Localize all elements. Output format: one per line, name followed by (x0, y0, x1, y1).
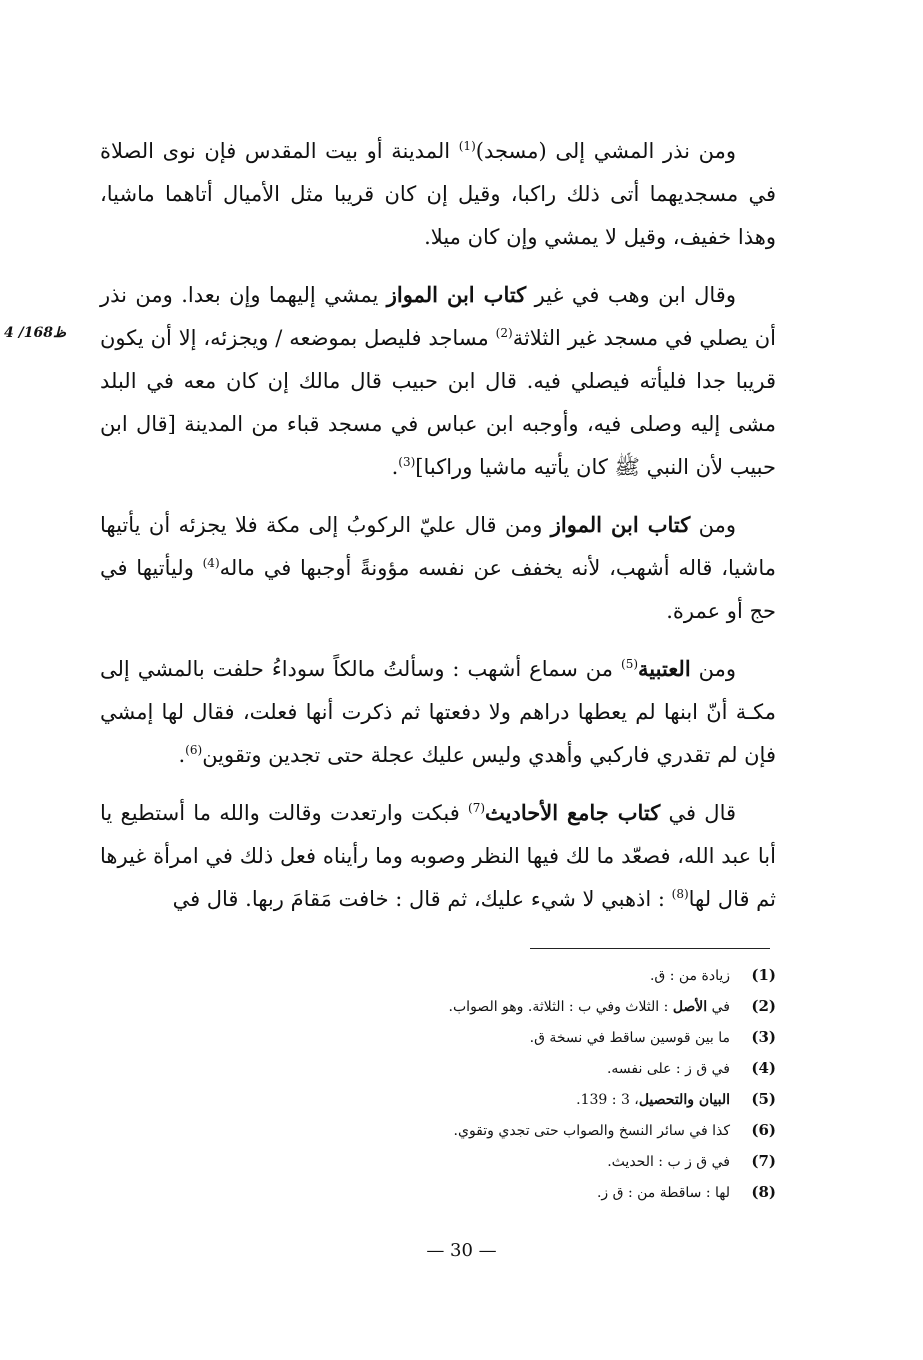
footnote-item (200, 960, 776, 991)
footnote-ref: (3) (398, 455, 416, 469)
footnote-item (200, 1146, 776, 1177)
text-run: من سماع أشهب : وسألتُ مالكاً سوداءُ حلفت بالمشي إلى مكـة أنّ ابنها لم يعطها دراهم ولا دفعتها ثم ذكرت أنها فعلت، فقال لها إمشي فإن لم تقدري فاركبي وأهدي وليس عليك عجلة حتى تجدين وتقوين (100, 657, 776, 767)
footnote-number: (4) (751, 1059, 776, 1077)
footnote-text (200, 961, 730, 991)
footnote-ref: (4) (202, 556, 220, 570)
paragraph (100, 503, 776, 633)
text-run: ومن نذر المشي إلى (مسجد) (475, 139, 736, 163)
bold-title: كتاب ابن المواز (550, 512, 691, 537)
footnote-item (200, 1115, 776, 1146)
text-run: ما بين قوسين ساقط في نسخة ق. (529, 1030, 730, 1046)
footnote-text (200, 1054, 730, 1084)
footnote-ref: (5) (621, 657, 639, 671)
footnote-text (200, 1023, 730, 1053)
paragraph (100, 130, 776, 259)
footnote-text (200, 1085, 730, 1115)
footnote-item (200, 1022, 776, 1053)
text-run: في (707, 999, 730, 1015)
text-run: ومن (690, 657, 736, 681)
text-run: وقال ابن وهب في غير (526, 283, 736, 307)
footnote-text (200, 1116, 730, 1146)
footnote-item (200, 991, 776, 1022)
bold-title: كتاب ابن المواز (386, 282, 527, 307)
footnote-number: (3) (751, 1028, 776, 1046)
bold-title: الأصل (672, 999, 708, 1015)
text-run: في ق ز : على نفسه. (606, 1061, 730, 1077)
text-run: ومن قال عليّ الركوبُ إلى مكة فلا يجزئه أن يأتيها ماشيا، قاله أشهب، لأنه يخفف عن نفسه مؤونةً أوجبها في ماله (100, 513, 776, 580)
footnote-ref: (7) (468, 801, 486, 815)
text-run: المدينة أو بيت المقدس فإن نوى الصلاة في مسجديهما أتى ذلك راكبا، وقيل إن كان قريبا مثل الأميال أتاهما ماشيا، وهذا خفيف، وقيل لا يمشي وإن كان ميلا. (100, 139, 776, 249)
text-run: : الثلاث وفي ب : الثلاثة. وهو الصواب. (448, 999, 673, 1015)
footnote-text (200, 1147, 730, 1177)
footnote-ref: (6) (185, 743, 203, 757)
footnote-ref: (2) (495, 326, 513, 340)
text-run: . (391, 455, 399, 479)
text-run: مساجد فليصل بموضعه / ويجزئه، إلا أن يكون قريبا جدا فليأته فيصلي فيه. قال ابن حبيب قال مالك إن كان معه في البلد مشى إليه وصلى فيه، وأوجبه ابن عباس في مسجد قباء من المدينة [قال ابن حبيب لأن النبي ﷺ كان يأتيه ماشيا وراكبا] (100, 326, 776, 479)
footnote-text (200, 1178, 730, 1208)
footnote-number: (1) (751, 966, 776, 984)
footnote-item (200, 1084, 776, 1115)
text-run: ومن (690, 513, 736, 537)
text-run: زيادة من : ق. (649, 968, 730, 984)
footnote-item (200, 1177, 776, 1208)
paragraph (100, 273, 776, 489)
text-run: . (178, 743, 186, 767)
footnote-number: (8) (751, 1183, 776, 1201)
footnote-number: (6) (751, 1121, 776, 1139)
paragraph (100, 791, 776, 921)
footnote-text (200, 992, 730, 1022)
text-run: يمشي إليهما وإن بعدا. ومن نذر أن يصلي في مسجد غير الثلاثة (100, 283, 776, 350)
footnote-item (200, 1053, 776, 1084)
bold-title: العتبية (638, 656, 691, 681)
footnote-number: (2) (751, 997, 776, 1015)
paragraph (100, 647, 776, 777)
footnote-ref: (1) (458, 139, 476, 153)
text-run: فبكت وارتعدت وقالت والله ما أستطيع يا أبا عبد الله، فصعّد ما لك فيها النظر وصوبه وما رأيناه فعل ذلك في امرأة غيرها ثم قال لها (100, 801, 776, 911)
footnote-number: (5) (751, 1090, 776, 1108)
main-text (100, 130, 776, 935)
footnote-number: (7) (751, 1152, 776, 1170)
text-run: في ق ز ب : الحديث. (607, 1154, 730, 1170)
text-run: قال في (660, 801, 737, 825)
page-number: — 30 — (426, 1240, 497, 1261)
text-run: لها : ساقطة من : ق ز. (596, 1185, 730, 1201)
footnotes (200, 960, 776, 1208)
text-run: : اذهبي لا شيء عليك، ثم قال : خافت مَقامَ ربها. قال في (172, 887, 672, 911)
bold-title: البيان والتحصيل (638, 1092, 730, 1108)
text-run: كذا في سائر النسخ والصواب حتى تجدي وتقوي. (453, 1123, 730, 1139)
text-run: وليأتيها في حج أو عمرة. (100, 556, 776, 623)
bold-title: كتاب جامع الأحاديث (485, 800, 661, 825)
manuscript-folio-note: 4 /168ظ (4, 325, 66, 341)
footnote-ref: (8) (671, 887, 689, 901)
text-run: ، 3 : 139. (576, 1092, 639, 1108)
footnote-separator (530, 948, 770, 949)
